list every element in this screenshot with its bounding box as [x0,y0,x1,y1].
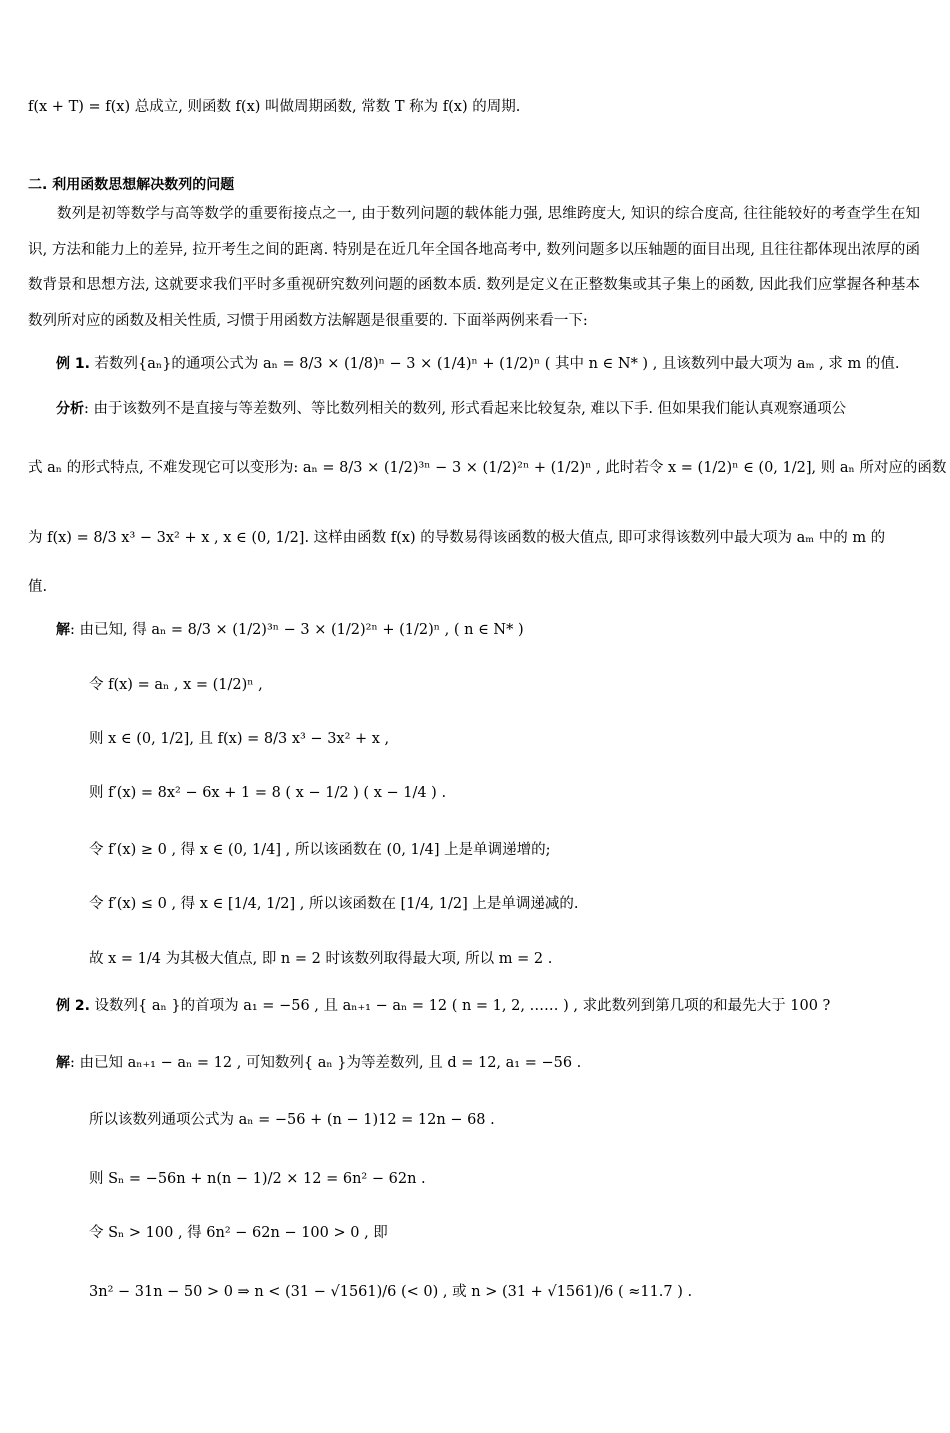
solution-2-step-2: 所以该数列通项公式为 aₙ = −56 + (n − 1)12 = 12n − 68 . [89,1112,495,1128]
analysis-line-3: 为 f(x) = 8/3 x³ − 3x² + x , x ∈ (0, 1/2]. 这样由函数 f(x) 的导数易得该函数的极大值点, 即可求得该数列中最大项为 aₘ 中的 m 的 [28,530,886,546]
periodic-function-definition-line: f(x + T) = f(x) 总成立, 则函数 f(x) 叫做周期函数, 常数 T 称为 f(x) 的周期. [28,99,521,115]
solution-2-step-5: 3n² − 31n − 50 > 0 ⇒ n < (31 − √1561)/6 (< 0) , 或 n > (31 + √1561)/6 ( ≈11.7 ) . [89,1284,693,1300]
example-2-text: 设数列{ aₙ }的首项为 a₁ = −56 , 且 aₙ₊₁ − aₙ = 12 ( n = 1, 2, …… ) , 求此数列到第几项的和最先大于 100 ? [94,998,831,1014]
solution-1-step-1 [56,619,524,641]
analysis-line-4: 值. [28,579,48,595]
section-heading: 二. 利用函数思想解决数列的问题 [28,177,235,193]
solution-2-label: 解 [56,1055,70,1071]
analysis-line-2: 式 aₙ 的形式特点, 不难发现它可以变形为: aₙ = 8/3 × (1/2)³ⁿ − 3 × (1/2)²ⁿ + (1/2)ⁿ , 此时若令 x = (1/2)ⁿ ∈ (0, 1/2], 则 aₙ 所对应的函数 [28,460,947,476]
solution-1-step-7: 故 x = 1/4 为其极大值点, 即 n = 2 时该数列取得最大项, 所以 m = 2 . [89,951,553,967]
solution-1-step-6: 令 f′(x) ≤ 0 , 得 x ∈ [1/4, 1/2] , 所以该函数在 [1/4, 1/2] 上是单调递减的. [89,896,579,912]
intro-paragraph: 数列是初等数学与高等数学的重要衔接点之一, 由于数列问题的载体能力强, 思维跨度大, 知识的综合度高, 往往能较好的考查学生在知识, 方法和能力上的差异, 拉开考生之间的距离. 特别是在近几年全国各地高考中, 数列问题多以压轴题的面目出现, 且往往都体现出浓厚的函数背景和思想方法, 这就要求我们平时多重视研究数列问题的函数本质. 数列是定义在正整数集或其子集上的函数, 因此我们应掌握各种基本数列所对应的函数及相关性质, 习惯于用函数方法解题是很重要的. 下面举两例来看一下: [28,206,920,329]
solution-2-step-1 [56,1052,581,1074]
example-2-label: 例 2. [56,998,90,1014]
solution-1-step-4: 则 f′(x) = 8x² − 6x + 1 = 8 ( x − 1/2 ) ( x − 1/4 ) . [89,785,447,801]
analysis-label: 分析 [56,401,84,417]
solution-2-step-1-text: : 由已知 aₙ₊₁ − aₙ = 12 , 可知数列{ aₙ }为等差数列, 且 d = 12, a₁ = −56 . [70,1055,582,1071]
analysis-text-1: : 由于该数列不是直接与等差数列、等比数列相关的数列, 形式看起来比较复杂, 难以下手. 但如果我们能认真观察通项公 [84,401,847,417]
solution-1-step-2: 令 f(x) = aₙ , x = (1/2)ⁿ , [89,677,263,693]
solution-1-step-1-text: : 由已知, 得 aₙ = 8/3 × (1/2)³ⁿ − 3 × (1/2)²ⁿ + (1/2)ⁿ , ( n ∈ N* ) [70,622,524,638]
solution-2-step-4: 令 Sₙ > 100 , 得 6n² − 62n − 100 > 0 , 即 [89,1225,388,1241]
example-1-label: 例 1. [56,356,90,372]
example-2 [56,995,830,1017]
solution-1-step-5: 令 f′(x) ≥ 0 , 得 x ∈ (0, 1/4] , 所以该函数在 (0, 1/4] 上是单调递增的; [89,842,551,858]
example-1 [56,353,899,375]
example-1-text: 若数列{aₙ}的通项公式为 aₙ = 8/3 × (1/8)ⁿ − 3 × (1/4)ⁿ + (1/2)ⁿ ( 其中 n ∈ N* ) , 且该数列中最大项为 aₘ , 求 m 的值. [94,356,900,372]
analysis-line-1 [56,398,846,420]
solution-1-label: 解 [56,622,70,638]
solution-1-step-3: 则 x ∈ (0, 1/2], 且 f(x) = 8/3 x³ − 3x² + x , [89,731,390,747]
solution-2-step-3: 则 Sₙ = −56n + n(n − 1)/2 × 12 = 6n² − 62n . [89,1171,426,1187]
